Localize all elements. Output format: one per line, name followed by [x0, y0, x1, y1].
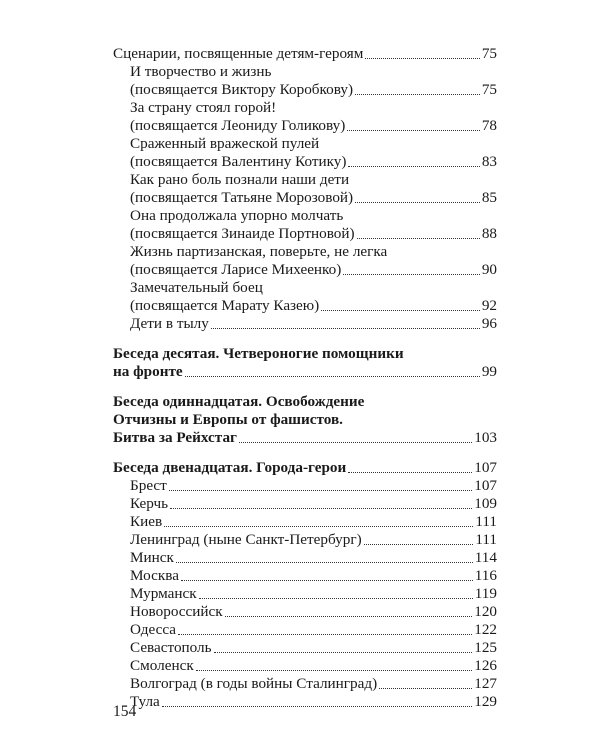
- toc-city-entry: [113, 477, 497, 495]
- toc-subentry-dedication: (посвящается Ларисе Михеенко): [130, 261, 342, 278]
- toc-subentry: [113, 207, 497, 243]
- dot-leader: [355, 201, 480, 203]
- toc-city-entry: [113, 621, 497, 639]
- city-name: Смоленск: [130, 657, 194, 674]
- city-name: Ленинград (ныне Санкт-Петербург): [130, 531, 362, 548]
- toc-entry-talk-10: [113, 345, 497, 381]
- city-name: Одесса: [130, 621, 177, 638]
- page-number: 154: [113, 703, 137, 720]
- dot-leader: [211, 327, 480, 329]
- city-page: 114: [474, 549, 497, 566]
- toc-city-entry: [113, 693, 497, 711]
- toc-city-entry: [113, 567, 497, 585]
- city-page: 119: [474, 585, 497, 602]
- toc-city-entry: [113, 549, 497, 567]
- city-page: 109: [474, 495, 497, 512]
- toc-subentry: [113, 99, 497, 135]
- dot-leader: [239, 441, 472, 443]
- table-of-contents: [113, 45, 497, 711]
- dot-leader: [348, 165, 479, 167]
- city-name: Новороссийск: [130, 603, 223, 620]
- city-page: 127: [474, 675, 497, 692]
- city-page: 116: [474, 567, 497, 584]
- city-name: Киев: [130, 513, 163, 530]
- dot-leader: [343, 273, 479, 275]
- toc-subentry-title: Она продолжала упорно молчать: [130, 207, 344, 224]
- dot-leader: [321, 309, 480, 311]
- toc-subentry: [113, 135, 497, 171]
- city-page: 129: [474, 693, 497, 710]
- toc-subentry-title: Жизнь партизанская, поверьте, не легка: [130, 243, 388, 260]
- toc-subentry-title: За страну стоял горой!: [130, 99, 277, 116]
- dot-leader: [176, 561, 473, 563]
- toc-subentry-dedication: (посвящается Валентину Котику): [130, 153, 347, 170]
- toc-subentry: [113, 171, 497, 207]
- toc-entry-title-cont: на фронте: [113, 363, 183, 380]
- city-name: Тула: [130, 693, 160, 710]
- toc-subentry-dedication: (посвящается Леониду Голикову): [130, 117, 346, 134]
- toc-entry-title: Беседа десятая. Четвероногие помощники: [113, 345, 404, 362]
- toc-entry-page: 103: [474, 429, 497, 446]
- toc-subentry-page: 83: [481, 153, 497, 170]
- toc-subentry-page: 96: [481, 315, 497, 332]
- city-name: Волгоград (в годы войны Сталинград): [130, 675, 378, 692]
- toc-city-entry: [113, 495, 497, 513]
- toc-subentry: [113, 279, 497, 315]
- toc-city-entry: [113, 657, 497, 675]
- toc-subentry: [113, 63, 497, 99]
- dot-leader: [185, 375, 480, 377]
- toc-entry-page: 99: [481, 363, 497, 380]
- city-name: Минск: [130, 549, 174, 566]
- dot-leader: [214, 651, 473, 653]
- toc-subentry-dedication: (посвящается Марату Казею): [130, 297, 320, 314]
- dot-leader: [170, 507, 472, 509]
- toc-entry-title: Сценарии, посвященные детям-героям: [113, 45, 364, 62]
- city-page: 126: [474, 657, 497, 674]
- toc-subentry-page: 90: [481, 261, 497, 278]
- toc-city-entry: [113, 603, 497, 621]
- city-page: 125: [474, 639, 497, 656]
- toc-entry-scenarios: [113, 45, 497, 63]
- toc-subentry-title: Сраженный вражеской пулей: [130, 135, 320, 152]
- dot-leader: [196, 669, 473, 671]
- toc-city-entry: [113, 585, 497, 603]
- dot-leader: [199, 597, 473, 599]
- toc-city-entry: [113, 531, 497, 549]
- city-page: 120: [474, 603, 497, 620]
- city-name: Москва: [130, 567, 179, 584]
- city-page: 107: [474, 477, 497, 494]
- toc-subentry-page: 88: [481, 225, 497, 242]
- toc-entry-title: Беседа двенадцатая. Города-герои: [113, 459, 347, 476]
- dot-leader: [379, 687, 472, 689]
- dot-leader: [169, 489, 472, 491]
- toc-subentry-title: Как рано боль познали наши дети: [130, 171, 350, 188]
- dot-leader: [357, 237, 480, 239]
- city-page: 111: [475, 531, 497, 548]
- toc-subentry-title: И творчество и жизнь: [130, 63, 272, 80]
- dot-leader: [364, 543, 474, 545]
- toc-subentry-page: 78: [481, 117, 497, 134]
- city-name: Мурманск: [130, 585, 197, 602]
- toc-entry-talk-12: [113, 459, 497, 477]
- toc-entry-page: 107: [474, 459, 497, 476]
- toc-entry-title-cont: Битва за Рейхстаг: [113, 429, 237, 446]
- city-page: 111: [475, 513, 497, 530]
- dot-leader: [348, 471, 472, 473]
- toc-subentry-page: 85: [481, 189, 497, 206]
- toc-subentry-dedication: (посвящается Татьяне Морозовой): [130, 189, 354, 206]
- dot-leader: [365, 57, 479, 59]
- city-name: Севастополь: [130, 639, 212, 656]
- city-name: Керчь: [130, 495, 169, 512]
- toc-subentry-title: Замечательный боец: [130, 279, 263, 296]
- city-name: Брест: [130, 477, 167, 494]
- toc-subentry-dedication: (посвящается Виктору Коробкову): [130, 81, 354, 98]
- toc-entry-talk-11: [113, 393, 497, 447]
- dot-leader: [164, 525, 473, 527]
- toc-subentry: [113, 243, 497, 279]
- toc-subentry-page: 75: [481, 81, 497, 98]
- toc-subentry-page: 92: [481, 297, 497, 314]
- toc-subentry-title: Дети в тылу: [130, 315, 209, 332]
- toc-entry-page: 75: [481, 45, 497, 62]
- dot-leader: [181, 579, 473, 581]
- toc-city-entry: [113, 513, 497, 531]
- toc-entry-title: Беседа одиннадцатая. Освобождение: [113, 393, 365, 410]
- dot-leader: [162, 705, 472, 707]
- dot-leader: [178, 633, 472, 635]
- dot-leader: [347, 129, 479, 131]
- toc-city-entry: [113, 639, 497, 657]
- toc-subentry-dedication: (посвящается Зинаиде Портновой): [130, 225, 355, 242]
- dot-leader: [355, 93, 480, 95]
- city-page: 122: [474, 621, 497, 638]
- toc-subentry: [113, 315, 497, 333]
- dot-leader: [225, 615, 473, 617]
- toc-entry-title-cont: Отчизны и Европы от фашистов.: [113, 411, 343, 428]
- toc-city-entry: [113, 675, 497, 693]
